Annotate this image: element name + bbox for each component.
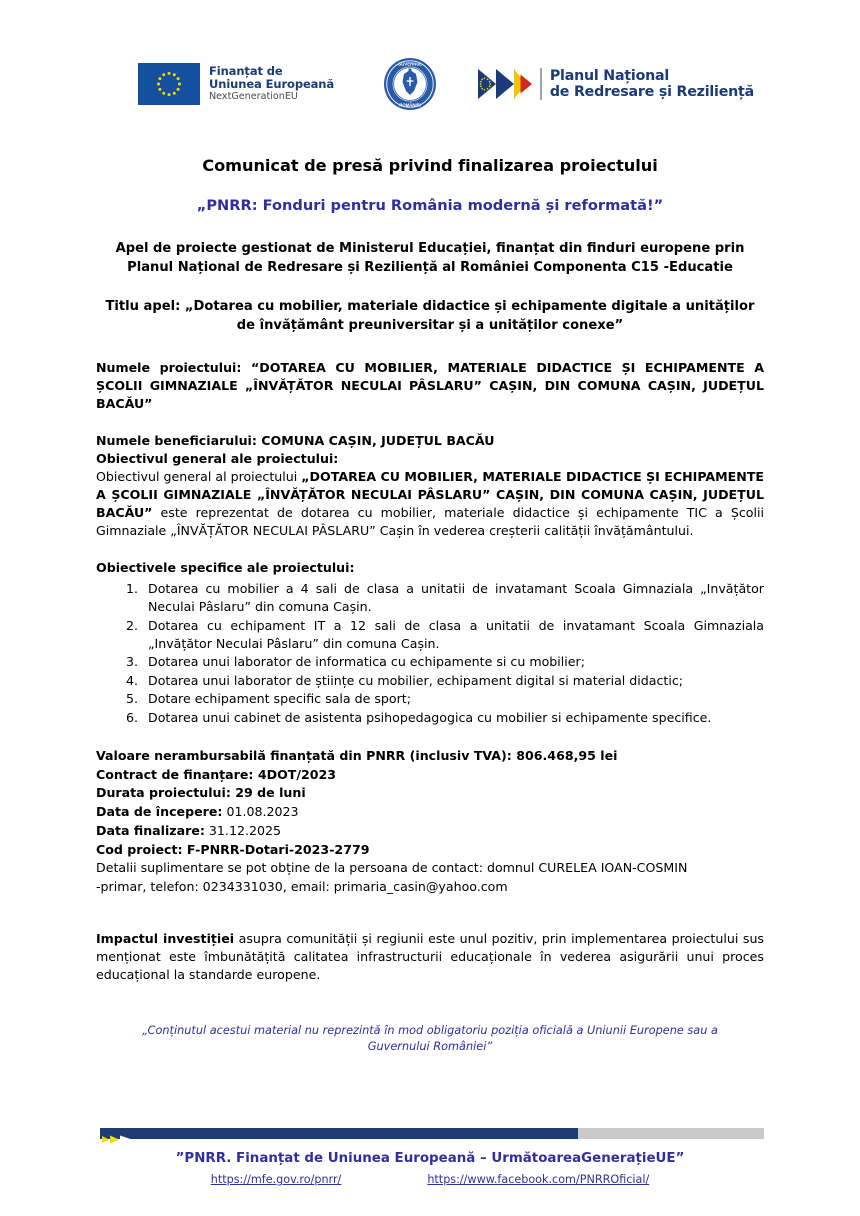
pnrr-logo [476, 67, 754, 101]
eu-logo-line1: Finanțat de [209, 63, 283, 78]
general-objective-paragraph [96, 468, 764, 540]
list-item: 5. Dotare echipament specific sala de sport; [142, 690, 764, 708]
impact-paragraph [96, 930, 764, 985]
document-title: Comunicat de presă privind finalizarea proiectului [202, 156, 658, 175]
project-name-label: Numele proiectului: [96, 360, 242, 376]
eu-logo-line2: Uniunea Europeană [209, 77, 335, 92]
logo-bar [96, 0, 764, 116]
call-title-line2: de învățământ preuniversitar și a unităților conexe” [236, 317, 624, 333]
project-name-paragraph [96, 359, 764, 413]
project-code: Cod proiect: F-PNRR-Dotari-2023-2779 [96, 841, 370, 857]
eu-flag-icon [138, 63, 200, 105]
start-date-row [96, 803, 764, 822]
financing-contract: Contract de finanțare: 4DOT/2023 [96, 766, 337, 782]
general-objective-intro: Obiectivul general al proiectului [96, 469, 302, 485]
body-content [96, 359, 764, 1055]
pnrr-logo-text [540, 68, 754, 101]
specific-objectives-heading: Obiectivele specifice ale proiectului: [96, 560, 355, 576]
svg-text:GUVERNUL: GUVERNUL [397, 61, 423, 67]
footer-arrow-icon [102, 1129, 150, 1138]
gov-seal-svg [384, 58, 436, 110]
general-objective-bold: „DOTAREA CU MOBILIER, MATERIALE DIDACTICE ȘI ECHIPAMENTE A ȘCOLII GIMNAZIALE „ÎNVĂȚĂTOR NECULAI PÂSLARU” CAȘIN, DIN COMUNA CAȘIN, JUDEȚUL BACĂU” [96, 469, 765, 521]
footer-arrow-svg [102, 1135, 150, 1144]
document-subtitle: „PNRR: Fonduri pentru România modernă și reformată!” [196, 197, 664, 214]
list-item: 6. Dotarea unui cabinet de asistenta psihopedagogica cu mobilier si echipamente specifice. [142, 709, 764, 727]
list-item: 1. Dotarea cu mobilier a 4 sali de clasa a unitatii de invatamant Scoala Gimnaziala „Invățător Neculai Pâslaru” din comuna Cașin. [142, 580, 764, 616]
impact-bold: Impactul investiției [96, 930, 235, 946]
call-description-line1: Apel de proiecte gestionat de Ministerul Educației, finanțat din finduri europene prin [115, 241, 745, 256]
call-title-line1: Titlu apel: „Dotarea cu mobilier, materiale didactice și echipamente digitale a unităților [105, 299, 755, 315]
project-duration: Durata proiectului: 29 de luni [96, 785, 306, 801]
grant-value: Valoare nerambursabilă finanțată din PNRR (inclusiv TVA): 806.468,95 lei [96, 747, 618, 763]
end-date-label: Data finalizare: [96, 822, 205, 838]
beneficiary-value: COMUNA CAȘIN, JUDEȚUL BACĂU [256, 433, 495, 449]
pnrr-arrows-icon [476, 67, 532, 101]
eu-funding-logo [138, 63, 334, 105]
start-date-value: 01.08.2023 [222, 804, 299, 820]
pnrr-logo-line2: de Redresare și Reziliență [549, 84, 754, 100]
end-date-value: 31.12.2025 [204, 822, 282, 838]
footer-title: ”PNRR. Finanțat de Uniunea Europeană – UrmătoareaGenerațieUE” [175, 1151, 685, 1166]
eu-stars-icon [138, 63, 200, 105]
end-date-row [96, 822, 764, 841]
footer-bar-navy-segment [100, 1128, 578, 1139]
romanian-government-seal-icon [384, 58, 436, 110]
pnrr-arrows-svg [476, 67, 532, 101]
disclaimer-text: „Conținutul acestui material nu reprezintă în mod obligatoriu poziția oficială a Uniunii Europene sau a Guvernului României” [142, 1023, 718, 1053]
call-title [96, 298, 764, 335]
list-item: 4. Dotarea unui laborator de științe cu mobilier, echipament digital si material didactic; [142, 672, 764, 690]
eu-logo-line3: NextGenerationEU [209, 91, 298, 103]
call-description [96, 240, 764, 277]
list-item: 3. Dotarea unui laborator de informatica cu echipamente si cu mobilier; [142, 653, 764, 671]
beneficiary-label: Numele beneficiarului: [96, 433, 257, 449]
beneficiary-paragraph [96, 432, 764, 450]
eu-logo-text [209, 65, 334, 103]
pnrr-logo-line1: Planul Național [549, 67, 670, 84]
footer [0, 1128, 860, 1186]
footer-links [0, 1173, 860, 1186]
impact-rest: asupra comunității și regiunii este unul pozitiv, prin implementarea proiectului sus menționat este îmbunătățită calitatea infrastructurii educaționale în vederea asigurării unui proces educațional la standarde europene. [96, 930, 764, 983]
svg-text:ROMÂNIEI: ROMÂNIEI [399, 102, 421, 108]
project-facts [96, 747, 764, 896]
list-item: 2. Dotarea cu echipament IT a 12 sali de clasa a unitatii de invatamant Scoala Gimnaziala „Invățător Neculai Pâslaru” din comuna Cașin. [142, 617, 764, 653]
call-description-line2: Planul Național de Redresare și Reziliență al României Componenta C15 -Educatie [127, 259, 733, 275]
contact-line-1: Detalii suplimentare se pot obține de la persoana de contact: domnul CURELEA IOAN-COSMIN [96, 860, 688, 876]
footer-link-facebook[interactable]: https://www.facebook.com/PNRROficial/ [427, 1173, 650, 1186]
contact-line-2: -primar, telefon: 0234331030, email: primaria_casin@yahoo.com [96, 878, 508, 894]
general-objective-rest: este reprezentat de dotarea cu mobilier, materiale didactice și echipamente TIC a Școlii Gimnaziale „ÎNVĂȚĂTOR NECULAI PÂSLARU” Cașin în vederea creșterii calității învățământului. [96, 505, 764, 539]
project-name-value: “DOTAREA CU MOBILIER, MATERIALE DIDACTICE ȘI ECHIPAMENTE A ȘCOLII GIMNAZIALE „ÎNVĂȚĂTOR NECULAI PÂSLARU” CAȘIN, DIN COMUNA CAȘIN, JUDEȚUL BACĂU” [96, 360, 764, 412]
footer-bar [100, 1128, 764, 1139]
specific-objectives-list [96, 580, 764, 727]
footer-link-mfe[interactable]: https://mfe.gov.ro/pnrr/ [210, 1173, 342, 1186]
general-objective-heading: Obiectivul general ale proiectului: [96, 451, 339, 467]
start-date-label: Data de începere: [96, 804, 223, 820]
